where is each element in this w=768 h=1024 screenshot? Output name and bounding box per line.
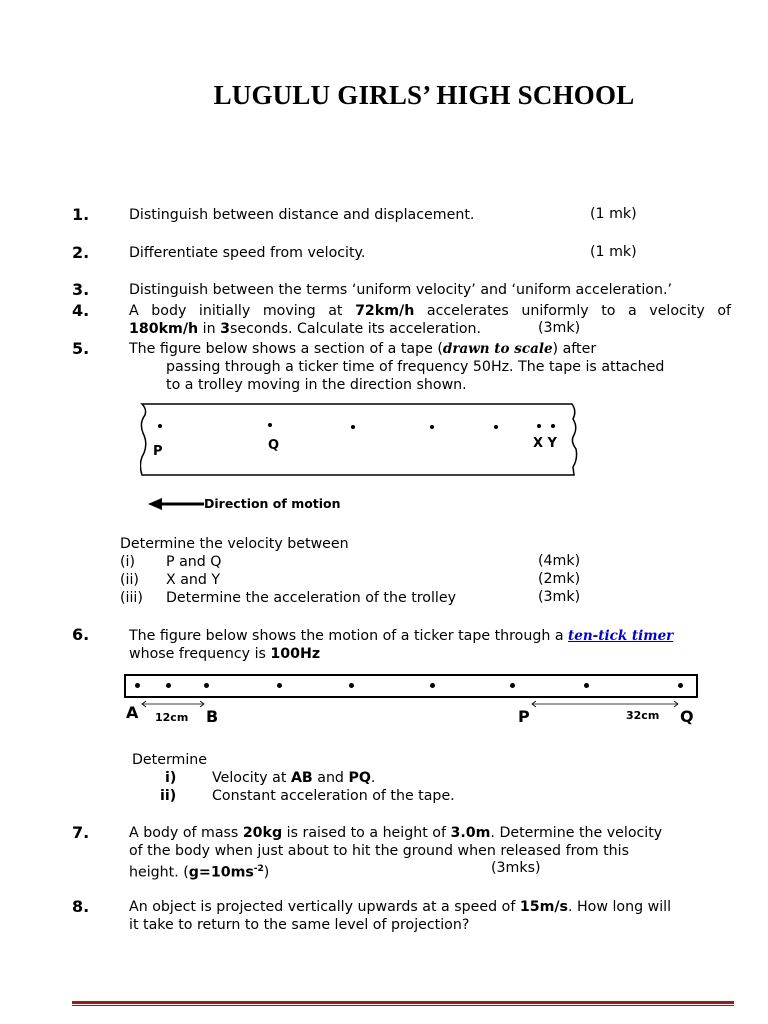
q6-part-ii-num: ii) (160, 788, 177, 804)
ab-distance-label: 12cm (155, 711, 189, 724)
tape2-dot (584, 683, 589, 688)
tape1-dot (551, 424, 555, 428)
pq-distance-label: 32cm (626, 709, 660, 722)
tape1-label-p: P (153, 444, 163, 459)
tape2-dot (166, 683, 171, 688)
q3-text: Distinguish between the terms ‘uniform velocity’ and ‘uniform acceleration.’ (129, 282, 672, 298)
ticker-tape-figure-2 (124, 674, 698, 698)
tape2-dot (678, 683, 683, 688)
q8-line2: it take to return to the same level of projection? (129, 917, 470, 933)
q5-part-iii-marks: (3mk) (538, 589, 581, 605)
q6-part-i-num: i) (165, 770, 177, 786)
tape1-dot (351, 425, 355, 429)
q2-number: 2. (72, 243, 90, 262)
tape2-dot (510, 683, 515, 688)
ticker-tape-figure-1 (140, 403, 578, 476)
tape1-dot (430, 425, 434, 429)
tape2-dot (204, 683, 209, 688)
tape1-dot (494, 425, 498, 429)
direction-label: Direction of motion (204, 496, 341, 511)
q4-line1: A body initially moving at 72km/h accelerates uniformly to a velocity of (129, 303, 731, 319)
q1-text: Distinguish between distance and displacement. (129, 207, 475, 223)
tape2-label-b: B (206, 707, 219, 726)
footer-rule-thin (72, 1005, 734, 1006)
q7-number: 7. (72, 823, 90, 842)
q5-line3: to a trolley moving in the direction shown. (166, 377, 467, 393)
q6-number: 6. (72, 625, 90, 644)
tape2-label-a: A (126, 703, 139, 722)
footer-rule (72, 1001, 734, 1004)
tape1-dot (158, 424, 162, 428)
q8-line1: An object is projected vertically upwards at a speed of 15m/s. How long will (129, 899, 672, 915)
q5-part-i-num: (i) (120, 554, 136, 570)
q7-marks: (3mks) (491, 860, 541, 876)
q1-number: 1. (72, 205, 90, 224)
q1-marks: (1 mk) (590, 206, 637, 222)
q5-part-ii-text: X and Y (166, 572, 221, 588)
tape2-label-p: P (518, 707, 530, 726)
q5-part-iii-num: (iii) (120, 590, 143, 606)
q6-part-ii-text: Constant acceleration of the tape. (212, 788, 455, 804)
tape2-dot (277, 683, 282, 688)
q5-part-i-text: P and Q (166, 554, 222, 570)
ten-tick-timer-link[interactable]: ten-tick timer (568, 628, 674, 644)
q6-determine: Determine (132, 752, 208, 768)
q5-part-i-marks: (4mk) (538, 553, 581, 569)
tape2-dot (430, 683, 435, 688)
tape1-label-xy: X Y (533, 436, 557, 451)
tape1-dot (537, 424, 541, 428)
q5-part-ii-num: (ii) (120, 572, 139, 588)
tape1-label-q: Q (268, 438, 280, 453)
q6-line2: whose frequency is 100Hz (129, 646, 321, 662)
q4-number: 4. (72, 301, 90, 320)
q7-line2: of the body when just about to hit the ground when released from this (129, 843, 629, 859)
q5-determine: Determine the velocity between (120, 536, 349, 552)
q2-marks: (1 mk) (590, 244, 637, 260)
q8-number: 8. (72, 897, 90, 916)
q3-number: 3. (72, 280, 90, 299)
q4-marks: (3mk) (538, 320, 581, 336)
q5-line1: The figure below shows a section of a tape (drawn to scale) after (129, 341, 597, 357)
q6-line1: The figure below shows the motion of a ticker tape through a ten-tick timer (129, 628, 674, 644)
pq-distance-arrow-icon (530, 700, 680, 708)
tape2-dot (135, 683, 140, 688)
q5-line2: passing through a ticker time of frequency 50Hz. The tape is attached (166, 359, 665, 375)
tape2-dot (349, 683, 354, 688)
q6-part-i-text: Velocity at AB and PQ. (212, 770, 376, 786)
q5-part-iii-text: Determine the acceleration of the trolley (166, 590, 456, 606)
tape1-dot (268, 423, 272, 427)
ab-distance-arrow-icon (140, 700, 206, 708)
q5-number: 5. (72, 339, 90, 358)
q7-line3: height. $(g=10ms^{-2})$ (129, 864, 270, 881)
page-title: LUGULU GIRLS’ HIGH SCHOOL (213, 80, 635, 110)
q2-text: Differentiate speed from velocity. (129, 245, 366, 261)
q5-part-ii-marks: (2mk) (538, 571, 581, 587)
q7-line1: A body of mass 20kg is raised to a height of 3.0m. Determine the velocity (129, 825, 663, 841)
tape2-label-q: Q (680, 707, 694, 726)
q4-line2: 180km/h in 3seconds. Calculate its acceleration. (129, 321, 482, 337)
direction-arrow-icon (148, 497, 204, 511)
